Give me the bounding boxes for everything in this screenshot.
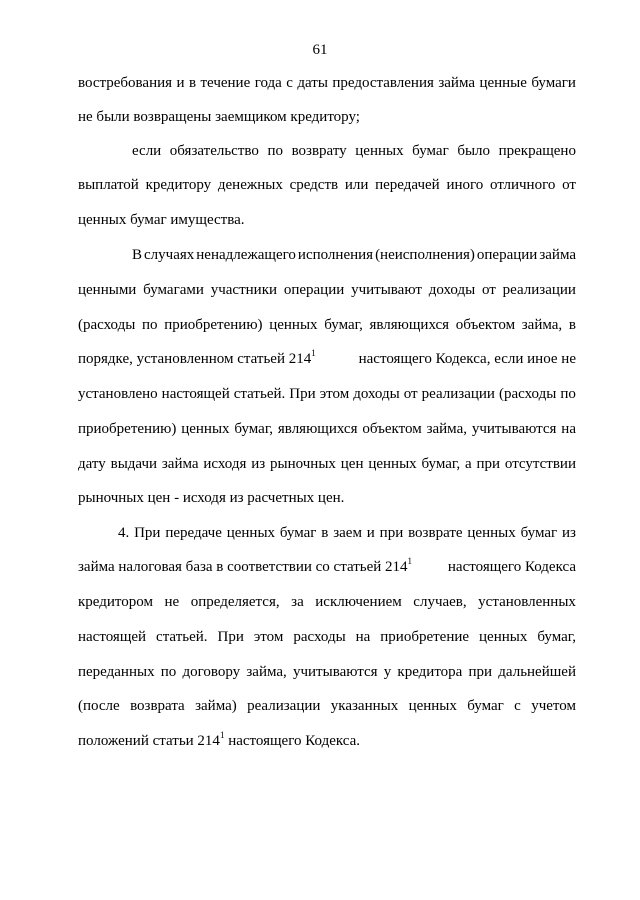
word: ценные (479, 75, 527, 91)
word: приобретение (380, 629, 470, 645)
word: исключением (315, 594, 402, 610)
word: не (164, 594, 180, 610)
word: договору (182, 664, 241, 680)
word: приобретению) (78, 421, 177, 437)
text-line (78, 418, 576, 440)
word: бумаг, (421, 456, 461, 472)
text-line: рыночных цен - исходя из расчетных цен. (78, 490, 345, 506)
word: займа (161, 456, 199, 472)
text-line (78, 279, 576, 301)
word: бумаг (467, 698, 504, 714)
text-line (78, 591, 576, 613)
word: дальнейшей (498, 664, 576, 680)
word: ценных (479, 629, 528, 645)
word: если (132, 143, 162, 159)
word: востребования (78, 75, 173, 91)
word: денежных (217, 177, 283, 193)
page-number: 61 (312, 42, 328, 58)
word: этом (319, 386, 350, 402)
superscript: 1 (311, 348, 316, 358)
word: этом (253, 629, 284, 645)
word: займа, (246, 664, 287, 680)
word: 4. (118, 525, 130, 541)
word: за (291, 594, 304, 610)
word: (неисполнения) (375, 247, 475, 263)
word: реализации (502, 282, 576, 298)
word: (расходы (78, 317, 136, 333)
text-line (78, 453, 576, 475)
word: приобретению) (164, 317, 263, 333)
word: учитываются (292, 664, 378, 680)
word: и (366, 525, 375, 541)
word: бумагами (143, 282, 204, 298)
word: ценных (269, 317, 318, 333)
word: бумаг (520, 525, 558, 541)
word: являющихся (369, 317, 450, 333)
word: и (176, 75, 185, 91)
word: в (568, 317, 576, 333)
word: займа) (195, 698, 237, 714)
word: в (188, 75, 197, 91)
word: с (514, 698, 521, 714)
word: участники (210, 282, 278, 298)
word: займа, (521, 317, 563, 333)
word: операции (283, 282, 345, 298)
word: от (481, 282, 496, 298)
word: определяется, (190, 594, 280, 610)
word: При (134, 525, 161, 541)
word: бумаг (279, 525, 317, 541)
word: в (321, 525, 329, 541)
word: ценными (78, 282, 137, 298)
word: обязательство (169, 143, 259, 159)
text-line (78, 174, 576, 196)
word: доходы (353, 386, 400, 402)
text-line (78, 383, 576, 405)
word: статьей. (233, 386, 286, 402)
word: учетом (531, 698, 576, 714)
word: при (476, 456, 501, 472)
word: статьей. (156, 629, 208, 645)
word: у (383, 664, 392, 680)
text-line (118, 522, 576, 544)
word: являющихся (277, 421, 358, 437)
word: бумаг, (234, 421, 274, 437)
word: (расходы (498, 386, 557, 402)
word: бумаги (531, 75, 576, 91)
word: было (457, 143, 491, 159)
word: реализации (247, 698, 321, 714)
word: по (142, 317, 158, 333)
text-line (78, 348, 576, 370)
word: выплатой (78, 177, 139, 193)
superscript: 1 (219, 730, 225, 740)
word: возврату (291, 143, 347, 159)
word: ценных (408, 698, 457, 714)
word: кредитора (397, 664, 463, 680)
word: бумаг, (324, 317, 363, 333)
word: реализации (421, 386, 495, 402)
word: по (267, 143, 283, 159)
superscript: 1 (407, 556, 413, 566)
word: дату (78, 456, 106, 472)
word: с (286, 75, 293, 91)
word: (после (78, 698, 120, 714)
word: случаев, (413, 594, 467, 610)
word: В (132, 247, 143, 263)
word: доходы (428, 282, 476, 298)
word: займа (539, 247, 576, 263)
word: переданных (78, 664, 155, 680)
word: установлено (78, 386, 158, 402)
word: займа (438, 75, 475, 91)
word: указанных (330, 698, 399, 714)
word: из (561, 525, 576, 541)
word: установленных (478, 594, 576, 610)
word: ценных (368, 456, 417, 472)
word: отличного (490, 177, 556, 193)
word: бумаг (412, 143, 449, 159)
text-line (78, 72, 576, 94)
word: расходы (293, 629, 346, 645)
word: иного (446, 177, 484, 193)
word: на (561, 421, 576, 437)
word: по (560, 386, 576, 402)
word: При (289, 386, 316, 402)
word: возврата (130, 698, 185, 714)
word: а (464, 456, 472, 472)
word: передачей (375, 177, 440, 193)
word: операции (476, 247, 538, 263)
word: рыночных (270, 456, 336, 472)
word: средств (289, 177, 339, 193)
word: учитываются (471, 421, 557, 437)
text-line: положений статьи $214^1$ настоящего Кодекса. (78, 730, 361, 749)
word: При (217, 629, 244, 645)
word: по (160, 664, 177, 680)
word: или (344, 177, 369, 193)
word: цен (340, 456, 364, 472)
word: от (403, 386, 418, 402)
word: займа, (426, 421, 467, 437)
text-line (78, 661, 576, 683)
word: при (379, 525, 404, 541)
text-segment: настоящего Кодекса, если иное не (358, 351, 576, 367)
word: на (355, 629, 371, 645)
text-line (78, 314, 576, 336)
word: даты (297, 75, 328, 91)
word: при (468, 664, 493, 680)
text-segment: порядке, установленном статьей $214^1$ (78, 348, 316, 367)
word: настоящей (78, 629, 147, 645)
word: учитывают (351, 282, 422, 298)
word: ценных (467, 525, 516, 541)
text-line: не были возвращены заемщиком кредитору; (78, 109, 360, 125)
word: ценных (226, 525, 276, 541)
word: ненадлежащего (196, 247, 296, 263)
word: года (254, 75, 282, 91)
word: исходя (203, 456, 247, 472)
text-line (78, 695, 576, 717)
word: отсутствии (504, 456, 576, 472)
word: объектом (362, 421, 422, 437)
word: кредитором (78, 594, 153, 610)
text-line: ценных бумаг имущества. (78, 212, 245, 228)
word: возврате (408, 525, 463, 541)
word: прекращено (498, 143, 576, 159)
text-line (78, 556, 576, 578)
text-line (132, 244, 576, 266)
word: течение (200, 75, 251, 91)
word: заем (333, 525, 362, 541)
word: из (251, 456, 266, 472)
word: объектом (455, 317, 516, 333)
word: предоставления (332, 75, 434, 91)
word: ценных (181, 421, 230, 437)
word: выдачи (110, 456, 158, 472)
word: бумаг, (537, 629, 576, 645)
text-line (132, 140, 576, 162)
text-segment: займа налоговая база в соответствии со статьей $214^1$ (78, 556, 413, 575)
word: случаях (144, 247, 195, 263)
word: исполнения (297, 247, 374, 263)
text-segment: настоящего Кодекса (447, 559, 576, 575)
word: передаче (165, 525, 222, 541)
word: кредитору (145, 177, 212, 193)
word: настоящей (161, 386, 230, 402)
word: от (562, 177, 576, 193)
word: ценных (355, 143, 404, 159)
text-line (78, 626, 576, 648)
